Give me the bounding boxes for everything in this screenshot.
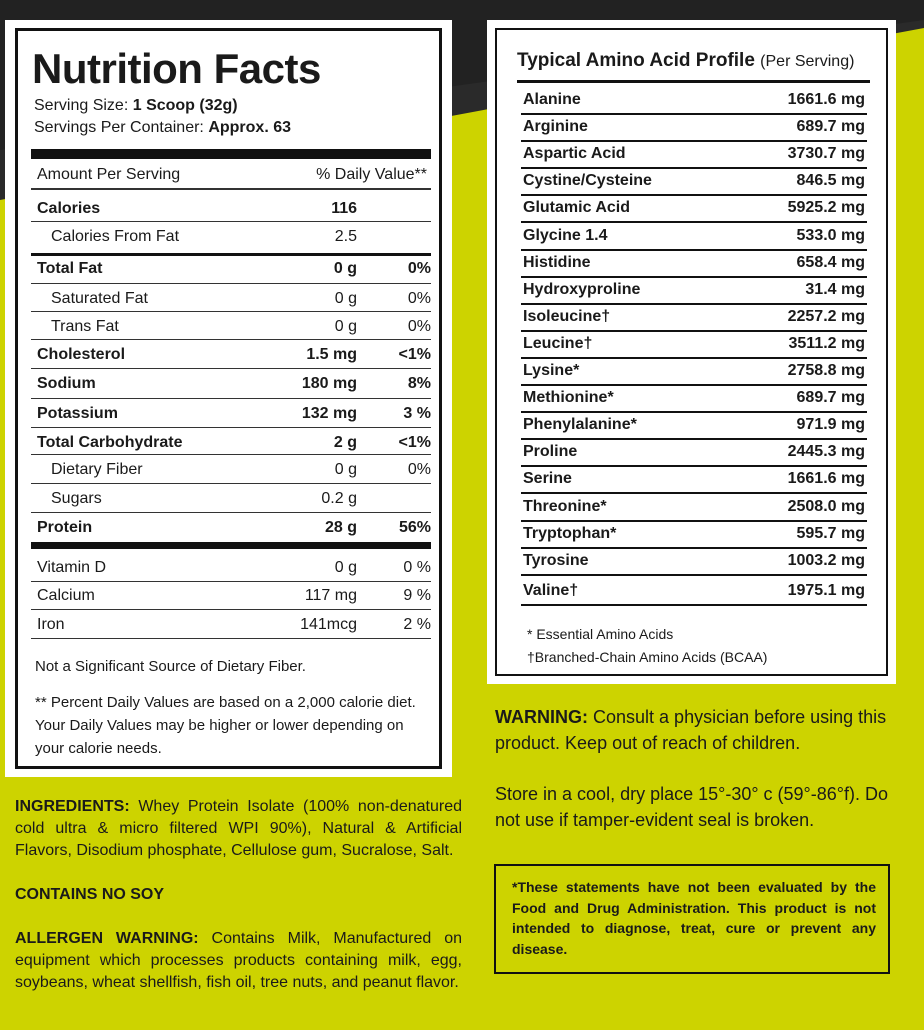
amino-name: Leucine† — [523, 334, 593, 352]
nutrient-label: Total Fat — [37, 260, 103, 277]
amino-value: 2257.2 mg — [787, 307, 865, 325]
amino-name: Valine† — [523, 581, 579, 599]
ingredients-text: Whey Protein Isolate (100% non-denatured cold ultra & micro filtered WPI 90%), Natural & Artificial Flavors, Disodium phosphate, Cellulose gum, Sucralose, Salt. — [15, 798, 462, 859]
amino-title-text: Typical Amino Acid Profile — [517, 50, 755, 71]
nutrient-label: Cholesterol — [37, 346, 126, 363]
amino-row — [521, 467, 867, 494]
amino-underline — [521, 604, 867, 606]
nutrient-label: Calories — [37, 200, 101, 217]
amino-value: 31.4 mg — [805, 280, 865, 298]
allergen-label: ALLERGEN WARNING: — [15, 930, 199, 947]
nutrient-amount: 0 g — [334, 318, 357, 335]
servings-value: Approx. 63 — [208, 119, 291, 136]
warning-label: WARNING: — [495, 707, 588, 727]
row-divider — [31, 512, 431, 513]
nutrient-amount: 0.2 g — [321, 490, 357, 507]
amino-row — [521, 495, 867, 522]
nutrient-dv: 56% — [398, 519, 431, 536]
amino-underline — [521, 574, 867, 576]
amino-value: 1975.1 mg — [787, 581, 865, 599]
nutrient-amount: 180 mg — [301, 375, 357, 392]
nutrient-row — [31, 257, 431, 283]
amino-name: Glutamic Acid — [523, 199, 630, 217]
amino-name: Threonine* — [523, 497, 607, 515]
vitamin-amount: 141mcg — [300, 616, 357, 633]
storage-text: Store in a cool, dry place 15°-30° c (59°-86°f). Do not use if tamper-evident seal is broken. — [495, 784, 888, 830]
amino-value: 1003.2 mg — [787, 551, 865, 569]
amino-name: Tyrosine — [523, 551, 589, 569]
nutrient-row — [31, 343, 431, 369]
amino-name: Proline — [523, 443, 578, 461]
amino-row — [521, 251, 867, 278]
amino-value: 3730.7 mg — [787, 145, 865, 163]
vitamin-amount: 117 mg — [304, 587, 357, 604]
nutrient-amount: 2 g — [333, 434, 357, 451]
amino-row — [521, 440, 867, 467]
nutrient-label: Potassium — [37, 405, 118, 422]
amino-row — [521, 305, 867, 332]
nutrient-label: Calories From Fat — [51, 228, 180, 245]
thick-divider — [31, 542, 431, 549]
nutrient-row — [31, 516, 431, 542]
row-divider — [31, 368, 431, 369]
nutrient-row — [31, 287, 431, 313]
amino-row — [521, 278, 867, 305]
essential-footnote: * Essential Amino Acids — [527, 626, 674, 642]
nutrient-amount: 116 — [331, 200, 357, 217]
amino-value: 595.7 mg — [796, 524, 865, 542]
allergen-block — [15, 928, 462, 994]
amino-value: 3511.2 mg — [788, 334, 865, 352]
vitamin-row — [31, 613, 431, 639]
row-divider — [31, 398, 431, 399]
nutrient-row — [31, 458, 431, 484]
amino-value: 2508.0 mg — [787, 497, 865, 515]
nutrient-amount: 0 g — [333, 260, 357, 277]
nutrient-label: Saturated Fat — [51, 290, 148, 307]
nutrient-amount: 2.5 — [334, 228, 357, 245]
row-divider — [31, 253, 431, 256]
thick-divider — [31, 149, 431, 159]
amino-row — [521, 224, 867, 251]
fda-disclaimer: *These statements have not been evaluated by the Food and Drug Administration. This product is not intended to diagnose, treat, cure or prevent any disease. — [494, 864, 890, 974]
amino-name: Histidine — [523, 253, 591, 271]
row-divider — [31, 581, 431, 582]
ingredients-block — [15, 796, 462, 862]
nutrient-dv: 3 % — [403, 405, 431, 422]
warning-block — [495, 704, 915, 756]
row-divider — [31, 454, 431, 455]
amino-value: 658.4 mg — [796, 253, 865, 271]
amino-acid-box — [495, 28, 888, 676]
amino-value: 2445.3 mg — [787, 443, 865, 461]
amino-name: Cystine/Cysteine — [523, 172, 652, 190]
amino-row — [521, 549, 867, 576]
nutrient-label: Sodium — [37, 375, 96, 392]
amino-row — [521, 359, 867, 386]
nutrient-dv: 8% — [407, 375, 431, 392]
amino-name: Hydroxyproline — [523, 280, 641, 298]
serving-size-value: 1 Scoop (32g) — [132, 97, 238, 114]
amino-value: 533.0 mg — [796, 226, 865, 244]
amino-value: 846.5 mg — [796, 172, 865, 190]
amino-name: Lysine* — [523, 362, 580, 379]
amino-subtitle: (Per Serving) — [760, 53, 855, 70]
row-divider — [31, 283, 431, 284]
amino-name: Phenylalanine* — [523, 416, 637, 434]
nutrition-facts-box — [15, 28, 442, 769]
amino-value: 689.7 mg — [796, 389, 865, 407]
nutrient-amount: 0 g — [334, 290, 357, 307]
amount-per-serving-label: Amount Per Serving — [37, 166, 181, 183]
amino-value: 689.7 mg — [796, 118, 865, 136]
daily-value-label: % Daily Value** — [316, 166, 427, 183]
allergen-text: Contains Milk, Manufactured on equipment which processes products containing milk, egg, soybeans, wheat shellfish, fish oil, tree nuts, and peanut flavor. — [15, 930, 462, 991]
nutrient-dv: <1% — [398, 346, 431, 363]
amino-row — [521, 196, 867, 223]
serving-size-label: Serving Size: — [34, 97, 129, 114]
amino-row — [521, 142, 867, 169]
nutrition-facts-title: Nutrition Facts — [32, 45, 321, 92]
nutrient-row — [31, 197, 431, 223]
fiber-note: Not a Significant Source of Dietary Fiber. — [35, 658, 306, 675]
amino-row — [521, 386, 867, 413]
row-divider — [31, 221, 431, 222]
nutrient-label: Trans Fat — [51, 318, 119, 335]
nutrient-row — [31, 315, 431, 341]
nutrition-facts-panel — [5, 20, 452, 777]
vitamin-row — [31, 556, 431, 582]
amino-value: 5925.2 mg — [787, 199, 865, 217]
warning-text: Consult a physician before using this product. Keep out of reach of children. — [495, 707, 887, 753]
vitamin-dv: 0 % — [403, 559, 431, 576]
amino-title-bar — [517, 80, 870, 83]
nutrient-amount: 132 mg — [301, 405, 357, 422]
amount-header-row — [31, 163, 431, 189]
daily-value-note: ** Percent Daily Values are based on a 2,000 calorie diet. Your Daily Values may be higher or lower depending on your calorie needs. — [35, 694, 416, 757]
vitamin-label: Calcium — [37, 587, 95, 604]
amino-name: Arginine — [523, 118, 588, 136]
amino-value: 1661.6 mg — [787, 470, 865, 488]
nutrient-row — [31, 487, 431, 513]
row-divider — [31, 427, 431, 428]
vitamin-label: Iron — [37, 616, 65, 633]
row-divider — [31, 609, 431, 610]
serving-info — [34, 95, 291, 139]
amino-name: Tryptophan* — [523, 524, 617, 542]
nutrient-dv: 0% — [407, 290, 431, 307]
amino-value: 2758.8 mg — [787, 362, 865, 379]
amino-name: Isoleucine† — [523, 307, 611, 325]
divider — [31, 188, 431, 190]
servings-label: Servings Per Container: — [34, 119, 204, 136]
amino-row — [521, 413, 867, 440]
amino-name: Aspartic Acid — [523, 145, 626, 163]
nutrient-amount: 0 g — [334, 461, 357, 478]
amino-name: Serine — [523, 470, 572, 488]
amino-name: Glycine 1.4 — [523, 226, 608, 244]
nutrient-row — [31, 402, 431, 428]
row-divider — [31, 483, 431, 484]
nutrient-dv: 0% — [407, 461, 431, 478]
nutrient-label: Sugars — [51, 490, 102, 507]
amino-acid-panel — [487, 20, 896, 684]
nutrient-row — [31, 225, 431, 251]
amino-title — [517, 50, 854, 72]
row-divider — [31, 638, 431, 639]
nutrient-label: Dietary Fiber — [51, 461, 143, 478]
contains-no-soy: CONTAINS NO SOY — [15, 886, 165, 903]
nutrient-dv: 0% — [407, 318, 431, 335]
amino-row — [521, 169, 867, 196]
nutrient-label: Protein — [37, 519, 93, 536]
amino-row — [521, 522, 867, 549]
vitamin-amount: 0 g — [334, 559, 357, 576]
row-divider — [31, 311, 431, 312]
nutrient-label: Total Carbohydrate — [37, 434, 183, 451]
nutrient-amount: 28 g — [324, 519, 357, 536]
row-divider — [31, 339, 431, 340]
vitamin-label: Vitamin D — [37, 559, 107, 576]
amino-row — [521, 579, 867, 606]
bcaa-footnote: †Branched-Chain Amino Acids (BCAA) — [527, 649, 768, 665]
amino-value: 971.9 mg — [796, 416, 865, 434]
nutrient-amount: 1.5 mg — [306, 346, 357, 363]
nutrient-dv: 0% — [407, 260, 431, 277]
amino-name: Alanine — [523, 91, 581, 108]
vitamin-row — [31, 584, 431, 610]
ingredients-label: INGREDIENTS: — [15, 798, 130, 815]
nutrient-row — [31, 372, 431, 398]
amino-row — [521, 332, 867, 359]
vitamin-dv: 2 % — [403, 616, 431, 633]
amino-value: 1661.6 mg — [787, 91, 865, 108]
amino-row — [521, 88, 867, 115]
amino-name: Methionine* — [523, 389, 614, 407]
vitamin-dv: 9 % — [403, 587, 431, 604]
amino-row — [521, 115, 867, 142]
nutrient-dv: <1% — [398, 434, 431, 451]
